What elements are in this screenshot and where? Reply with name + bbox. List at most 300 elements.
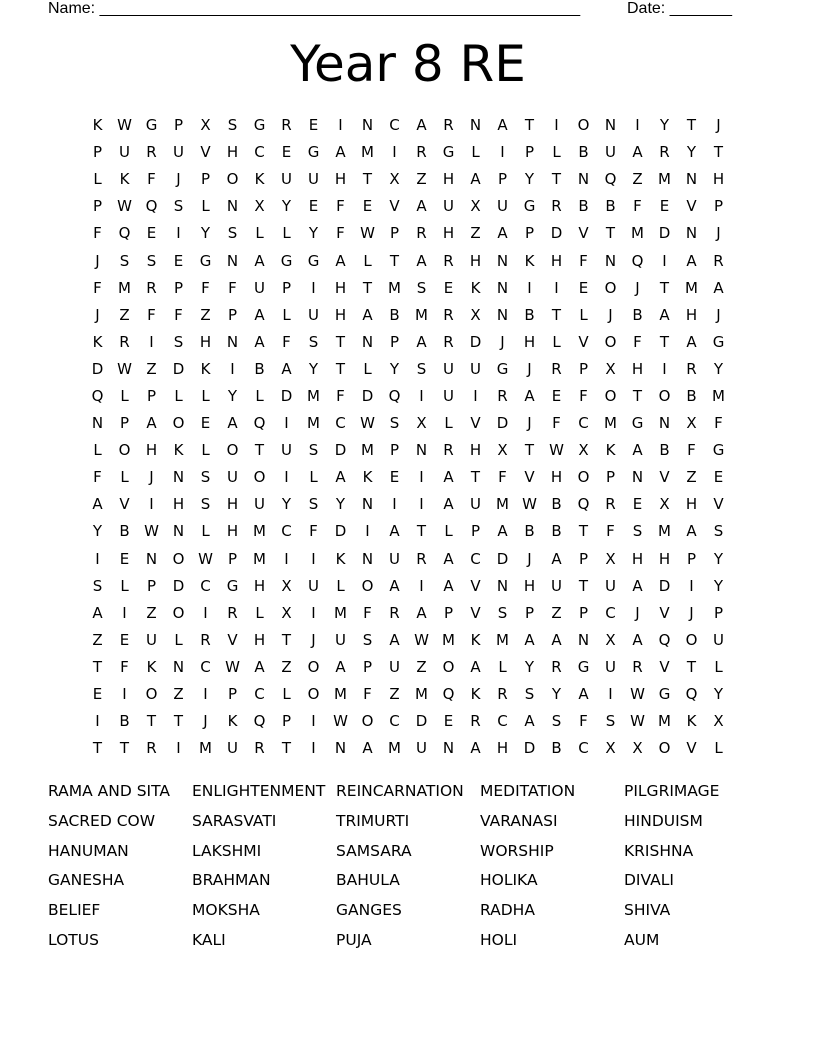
grid-letter[interactable]: M: [388, 278, 401, 297]
grid-letter[interactable]: I: [689, 576, 694, 595]
grid-letter[interactable]: H: [442, 224, 455, 243]
grid-letter[interactable]: P: [605, 468, 616, 487]
grid-letter[interactable]: M: [334, 685, 347, 704]
grid-letter[interactable]: W: [225, 657, 240, 676]
grid-letter[interactable]: S: [200, 495, 211, 514]
grid-letter[interactable]: B: [632, 305, 643, 324]
grid-letter[interactable]: A: [389, 630, 400, 649]
grid-letter[interactable]: S: [416, 359, 427, 378]
grid-letter[interactable]: V: [713, 495, 724, 514]
grid-letter[interactable]: P: [227, 305, 238, 324]
grid-letter[interactable]: E: [713, 468, 724, 487]
grid-letter[interactable]: M: [361, 441, 374, 460]
grid-letter[interactable]: H: [226, 522, 239, 541]
grid-letter[interactable]: A: [443, 468, 454, 487]
grid-letter[interactable]: D: [550, 224, 563, 243]
grid-letter[interactable]: Q: [685, 685, 698, 704]
grid-letter[interactable]: T: [389, 251, 400, 270]
grid-letter[interactable]: J: [635, 603, 640, 622]
grid-letter[interactable]: U: [443, 386, 454, 405]
grid-letter[interactable]: S: [389, 414, 400, 433]
grid-letter[interactable]: M: [307, 414, 320, 433]
grid-letter[interactable]: I: [527, 278, 532, 297]
grid-letter[interactable]: B: [524, 305, 535, 324]
grid-letter[interactable]: U: [146, 630, 157, 649]
grid-letter[interactable]: F: [579, 712, 588, 731]
grid-letter[interactable]: C: [605, 603, 616, 622]
grid-letter[interactable]: E: [308, 197, 319, 216]
grid-letter[interactable]: V: [119, 495, 130, 514]
grid-letter[interactable]: G: [253, 116, 266, 135]
grid-letter[interactable]: Z: [416, 657, 427, 676]
grid-letter[interactable]: O: [604, 386, 617, 405]
grid-letter[interactable]: A: [416, 251, 427, 270]
grid-letter[interactable]: Y: [659, 116, 670, 135]
grid-letter[interactable]: O: [577, 468, 590, 487]
grid-letter[interactable]: L: [201, 197, 210, 216]
grid-letter[interactable]: A: [254, 251, 265, 270]
grid-letter[interactable]: F: [579, 251, 588, 270]
grid-letter[interactable]: K: [227, 712, 238, 731]
grid-letter[interactable]: X: [470, 197, 481, 216]
grid-letter[interactable]: I: [392, 495, 397, 514]
grid-letter[interactable]: J: [608, 305, 613, 324]
grid-letter[interactable]: K: [524, 251, 535, 270]
grid-letter[interactable]: A: [254, 332, 265, 351]
grid-letter[interactable]: X: [686, 414, 697, 433]
grid-letter[interactable]: G: [226, 576, 239, 595]
grid-letter[interactable]: O: [307, 685, 320, 704]
grid-letter[interactable]: U: [551, 576, 562, 595]
grid-letter[interactable]: P: [686, 549, 697, 568]
grid-letter[interactable]: X: [605, 549, 616, 568]
grid-letter[interactable]: F: [552, 414, 561, 433]
grid-letter[interactable]: O: [253, 468, 266, 487]
grid-letter[interactable]: G: [442, 143, 455, 162]
grid-letter[interactable]: P: [173, 116, 184, 135]
grid-letter[interactable]: E: [173, 251, 184, 270]
grid-letter[interactable]: Q: [253, 712, 266, 731]
grid-letter[interactable]: Q: [442, 685, 455, 704]
grid-letter[interactable]: A: [416, 116, 427, 135]
grid-letter[interactable]: X: [389, 170, 400, 189]
grid-letter[interactable]: U: [119, 143, 130, 162]
grid-letter[interactable]: J: [527, 549, 532, 568]
grid-letter[interactable]: O: [604, 332, 617, 351]
grid-letter[interactable]: I: [230, 359, 235, 378]
grid-letter[interactable]: E: [119, 630, 130, 649]
grid-letter[interactable]: B: [659, 441, 670, 460]
grid-letter[interactable]: Y: [551, 685, 562, 704]
grid-letter[interactable]: M: [361, 143, 374, 162]
grid-letter[interactable]: B: [551, 522, 562, 541]
grid-letter[interactable]: T: [686, 116, 697, 135]
grid-letter[interactable]: E: [632, 495, 643, 514]
grid-letter[interactable]: V: [200, 143, 211, 162]
grid-letter[interactable]: L: [552, 143, 561, 162]
grid-letter[interactable]: W: [117, 359, 132, 378]
grid-letter[interactable]: K: [335, 549, 346, 568]
grid-letter[interactable]: Y: [524, 657, 535, 676]
grid-letter[interactable]: S: [605, 712, 616, 731]
grid-letter[interactable]: C: [200, 657, 211, 676]
grid-letter[interactable]: J: [500, 332, 505, 351]
grid-letter[interactable]: I: [311, 549, 316, 568]
grid-letter[interactable]: M: [712, 386, 725, 405]
grid-letter[interactable]: H: [334, 305, 347, 324]
grid-letter[interactable]: E: [146, 224, 157, 243]
grid-letter[interactable]: D: [91, 359, 104, 378]
grid-letter[interactable]: G: [658, 685, 671, 704]
grid-letter[interactable]: T: [578, 576, 589, 595]
grid-letter[interactable]: O: [145, 685, 158, 704]
grid-letter[interactable]: K: [470, 630, 481, 649]
grid-letter[interactable]: A: [524, 630, 535, 649]
grid-letter[interactable]: L: [714, 739, 723, 758]
grid-letter[interactable]: P: [362, 657, 373, 676]
grid-letter[interactable]: M: [388, 739, 401, 758]
grid-letter[interactable]: A: [227, 414, 238, 433]
grid-letter[interactable]: F: [363, 685, 372, 704]
grid-letter[interactable]: I: [311, 603, 316, 622]
grid-letter[interactable]: L: [363, 359, 372, 378]
grid-letter[interactable]: X: [578, 441, 589, 460]
grid-letter[interactable]: A: [335, 468, 346, 487]
grid-letter[interactable]: B: [119, 712, 130, 731]
grid-letter[interactable]: T: [605, 224, 616, 243]
grid-letter[interactable]: Z: [119, 305, 130, 324]
grid-letter[interactable]: L: [120, 576, 129, 595]
grid-letter[interactable]: N: [361, 549, 374, 568]
grid-letter[interactable]: R: [146, 278, 157, 297]
grid-letter[interactable]: Y: [335, 495, 346, 514]
grid-letter[interactable]: H: [145, 441, 158, 460]
grid-letter[interactable]: B: [254, 359, 265, 378]
grid-letter[interactable]: M: [442, 630, 455, 649]
grid-letter[interactable]: Y: [227, 386, 238, 405]
grid-letter[interactable]: W: [117, 197, 132, 216]
grid-letter[interactable]: L: [201, 386, 210, 405]
grid-letter[interactable]: A: [686, 251, 697, 270]
grid-letter[interactable]: F: [579, 386, 588, 405]
grid-letter[interactable]: U: [713, 630, 724, 649]
grid-letter[interactable]: H: [442, 170, 455, 189]
grid-letter[interactable]: S: [200, 468, 211, 487]
grid-letter[interactable]: L: [93, 170, 102, 189]
grid-letter[interactable]: V: [389, 197, 400, 216]
grid-letter[interactable]: A: [470, 170, 481, 189]
grid-letter[interactable]: C: [470, 549, 481, 568]
grid-letter[interactable]: N: [172, 657, 185, 676]
grid-letter[interactable]: M: [199, 739, 212, 758]
grid-letter[interactable]: L: [120, 468, 129, 487]
grid-letter[interactable]: R: [146, 739, 157, 758]
grid-letter[interactable]: P: [389, 332, 400, 351]
grid-letter[interactable]: H: [469, 251, 482, 270]
grid-letter[interactable]: T: [416, 522, 427, 541]
grid-letter[interactable]: I: [311, 712, 316, 731]
grid-letter[interactable]: U: [470, 359, 481, 378]
grid-letter[interactable]: B: [686, 386, 697, 405]
grid-letter[interactable]: M: [253, 549, 266, 568]
grid-letter[interactable]: T: [551, 305, 562, 324]
grid-letter[interactable]: N: [577, 630, 590, 649]
grid-letter[interactable]: K: [362, 468, 373, 487]
grid-letter[interactable]: U: [173, 143, 184, 162]
grid-letter[interactable]: L: [444, 522, 453, 541]
grid-letter[interactable]: X: [605, 359, 616, 378]
grid-letter[interactable]: S: [308, 495, 319, 514]
grid-letter[interactable]: I: [311, 739, 316, 758]
grid-letter[interactable]: X: [632, 739, 643, 758]
grid-letter[interactable]: H: [226, 495, 239, 514]
grid-letter[interactable]: P: [389, 224, 400, 243]
grid-letter[interactable]: W: [522, 495, 537, 514]
grid-letter[interactable]: E: [92, 685, 103, 704]
grid-letter[interactable]: A: [92, 603, 103, 622]
grid-letter[interactable]: Z: [416, 170, 427, 189]
grid-letter[interactable]: C: [281, 522, 292, 541]
grid-letter[interactable]: Y: [713, 549, 724, 568]
grid-letter[interactable]: L: [174, 630, 183, 649]
grid-letter[interactable]: A: [254, 305, 265, 324]
grid-letter[interactable]: T: [146, 712, 157, 731]
grid-letter[interactable]: P: [281, 712, 292, 731]
grid-letter[interactable]: U: [281, 441, 292, 460]
grid-letter[interactable]: X: [416, 414, 427, 433]
grid-letter[interactable]: T: [335, 332, 346, 351]
grid-letter[interactable]: U: [443, 197, 454, 216]
grid-letter[interactable]: D: [658, 224, 671, 243]
grid-letter[interactable]: V: [686, 197, 697, 216]
grid-letter[interactable]: E: [308, 116, 319, 135]
grid-letter[interactable]: H: [631, 359, 644, 378]
grid-letter[interactable]: Y: [713, 685, 724, 704]
grid-letter[interactable]: D: [334, 522, 347, 541]
grid-letter[interactable]: F: [93, 224, 102, 243]
grid-letter[interactable]: V: [659, 603, 670, 622]
grid-letter[interactable]: S: [308, 332, 319, 351]
grid-letter[interactable]: A: [389, 522, 400, 541]
grid-letter[interactable]: J: [689, 603, 694, 622]
grid-letter[interactable]: U: [308, 170, 319, 189]
grid-letter[interactable]: F: [282, 332, 291, 351]
grid-letter[interactable]: R: [281, 116, 292, 135]
grid-letter[interactable]: Y: [713, 359, 724, 378]
grid-letter[interactable]: K: [605, 441, 616, 460]
grid-letter[interactable]: H: [685, 495, 698, 514]
grid-letter[interactable]: H: [226, 143, 239, 162]
grid-letter[interactable]: L: [282, 685, 291, 704]
grid-letter[interactable]: W: [360, 414, 375, 433]
grid-letter[interactable]: A: [362, 739, 373, 758]
grid-letter[interactable]: S: [92, 576, 103, 595]
grid-letter[interactable]: F: [498, 468, 507, 487]
grid-letter[interactable]: Z: [632, 170, 643, 189]
grid-letter[interactable]: L: [174, 386, 183, 405]
grid-letter[interactable]: V: [470, 414, 481, 433]
grid-letter[interactable]: N: [361, 495, 374, 514]
grid-letter[interactable]: R: [443, 116, 454, 135]
grid-letter[interactable]: I: [176, 739, 181, 758]
grid-letter[interactable]: I: [122, 685, 127, 704]
grid-letter[interactable]: F: [714, 414, 723, 433]
grid-letter[interactable]: O: [226, 170, 239, 189]
grid-letter[interactable]: T: [254, 441, 265, 460]
grid-letter[interactable]: W: [630, 712, 645, 731]
grid-letter[interactable]: Y: [200, 224, 211, 243]
name-field[interactable]: Name: ______________________________________________________: [48, 0, 581, 17]
grid-letter[interactable]: A: [443, 549, 454, 568]
grid-letter[interactable]: A: [497, 522, 508, 541]
grid-letter[interactable]: H: [550, 251, 563, 270]
grid-letter[interactable]: I: [392, 143, 397, 162]
grid-letter[interactable]: A: [497, 116, 508, 135]
grid-letter[interactable]: U: [308, 305, 319, 324]
grid-letter[interactable]: F: [336, 386, 345, 405]
grid-letter[interactable]: A: [146, 414, 157, 433]
grid-letter[interactable]: A: [659, 305, 670, 324]
grid-letter[interactable]: Y: [281, 495, 292, 514]
grid-letter[interactable]: L: [201, 441, 210, 460]
grid-letter[interactable]: I: [203, 603, 208, 622]
grid-letter[interactable]: A: [443, 495, 454, 514]
grid-letter[interactable]: S: [308, 441, 319, 460]
grid-letter[interactable]: Q: [604, 170, 617, 189]
grid-letter[interactable]: G: [280, 251, 293, 270]
grid-letter[interactable]: D: [361, 386, 374, 405]
grid-letter[interactable]: U: [497, 197, 508, 216]
grid-letter[interactable]: O: [118, 441, 131, 460]
grid-letter[interactable]: U: [605, 143, 616, 162]
grid-letter[interactable]: N: [496, 251, 509, 270]
grid-letter[interactable]: U: [389, 657, 400, 676]
grid-letter[interactable]: A: [389, 576, 400, 595]
grid-letter[interactable]: I: [365, 522, 370, 541]
grid-letter[interactable]: K: [470, 685, 481, 704]
grid-letter[interactable]: O: [172, 414, 185, 433]
grid-letter[interactable]: I: [122, 603, 127, 622]
grid-letter[interactable]: Y: [92, 522, 103, 541]
grid-letter[interactable]: D: [469, 332, 482, 351]
grid-letter[interactable]: A: [416, 603, 427, 622]
grid-letter[interactable]: L: [255, 224, 264, 243]
grid-letter[interactable]: W: [414, 630, 429, 649]
grid-letter[interactable]: M: [253, 522, 266, 541]
grid-letter[interactable]: E: [389, 468, 400, 487]
grid-letter[interactable]: E: [200, 414, 211, 433]
grid-letter[interactable]: N: [226, 332, 239, 351]
grid-letter[interactable]: U: [227, 739, 238, 758]
grid-letter[interactable]: A: [470, 657, 481, 676]
grid-letter[interactable]: G: [631, 414, 644, 433]
grid-letter[interactable]: U: [335, 630, 346, 649]
grid-letter[interactable]: S: [551, 712, 562, 731]
grid-letter[interactable]: U: [254, 495, 265, 514]
grid-letter[interactable]: N: [361, 116, 374, 135]
grid-letter[interactable]: Z: [470, 224, 481, 243]
grid-letter[interactable]: X: [281, 603, 292, 622]
grid-letter[interactable]: R: [119, 332, 130, 351]
grid-letter[interactable]: Q: [91, 386, 104, 405]
grid-letter[interactable]: Q: [577, 495, 590, 514]
grid-letter[interactable]: V: [659, 657, 670, 676]
grid-letter[interactable]: C: [389, 116, 400, 135]
grid-letter[interactable]: S: [416, 278, 427, 297]
grid-letter[interactable]: R: [416, 143, 427, 162]
grid-letter[interactable]: A: [578, 685, 589, 704]
grid-letter[interactable]: M: [658, 712, 671, 731]
grid-letter[interactable]: N: [496, 305, 509, 324]
grid-letter[interactable]: C: [389, 712, 400, 731]
grid-letter[interactable]: P: [578, 549, 589, 568]
grid-letter[interactable]: G: [145, 116, 158, 135]
grid-letter[interactable]: I: [149, 495, 154, 514]
grid-letter[interactable]: F: [201, 278, 210, 297]
grid-letter[interactable]: T: [92, 657, 103, 676]
grid-letter[interactable]: F: [336, 224, 345, 243]
grid-letter[interactable]: D: [172, 359, 185, 378]
grid-letter[interactable]: T: [551, 170, 562, 189]
grid-letter[interactable]: T: [119, 739, 130, 758]
grid-letter[interactable]: X: [470, 305, 481, 324]
grid-letter[interactable]: N: [415, 441, 428, 460]
grid-letter[interactable]: T: [92, 739, 103, 758]
grid-letter[interactable]: F: [606, 522, 615, 541]
grid-letter[interactable]: A: [335, 251, 346, 270]
grid-letter[interactable]: U: [470, 495, 481, 514]
grid-letter[interactable]: P: [119, 414, 130, 433]
grid-letter[interactable]: T: [713, 143, 724, 162]
grid-letter[interactable]: T: [632, 386, 643, 405]
grid-letter[interactable]: S: [227, 224, 238, 243]
grid-letter[interactable]: A: [470, 739, 481, 758]
grid-letter[interactable]: X: [713, 712, 724, 731]
grid-letter[interactable]: U: [227, 468, 238, 487]
grid-letter[interactable]: H: [631, 549, 644, 568]
grid-letter[interactable]: M: [415, 685, 428, 704]
grid-letter[interactable]: U: [281, 170, 292, 189]
grid-letter[interactable]: P: [578, 359, 589, 378]
grid-letter[interactable]: R: [551, 657, 562, 676]
grid-letter[interactable]: I: [95, 549, 100, 568]
grid-letter[interactable]: F: [363, 603, 372, 622]
grid-letter[interactable]: R: [227, 603, 238, 622]
grid-letter[interactable]: F: [93, 468, 102, 487]
grid-letter[interactable]: R: [659, 143, 670, 162]
grid-letter[interactable]: M: [685, 278, 698, 297]
grid-letter[interactable]: X: [605, 630, 616, 649]
grid-letter[interactable]: P: [524, 603, 535, 622]
grid-letter[interactable]: W: [333, 712, 348, 731]
grid-letter[interactable]: D: [496, 549, 509, 568]
grid-letter[interactable]: H: [523, 576, 536, 595]
grid-letter[interactable]: P: [470, 522, 481, 541]
grid-letter[interactable]: V: [686, 739, 697, 758]
grid-letter[interactable]: U: [443, 359, 454, 378]
grid-letter[interactable]: R: [200, 630, 211, 649]
grid-letter[interactable]: S: [173, 197, 184, 216]
grid-letter[interactable]: A: [335, 143, 346, 162]
grid-letter[interactable]: I: [554, 278, 559, 297]
grid-letter[interactable]: I: [284, 468, 289, 487]
grid-letter[interactable]: N: [226, 251, 239, 270]
grid-letter[interactable]: G: [496, 359, 509, 378]
grid-letter[interactable]: T: [470, 468, 481, 487]
grid-letter[interactable]: E: [578, 278, 589, 297]
grid-letter[interactable]: A: [713, 278, 724, 297]
grid-letter[interactable]: J: [149, 468, 154, 487]
